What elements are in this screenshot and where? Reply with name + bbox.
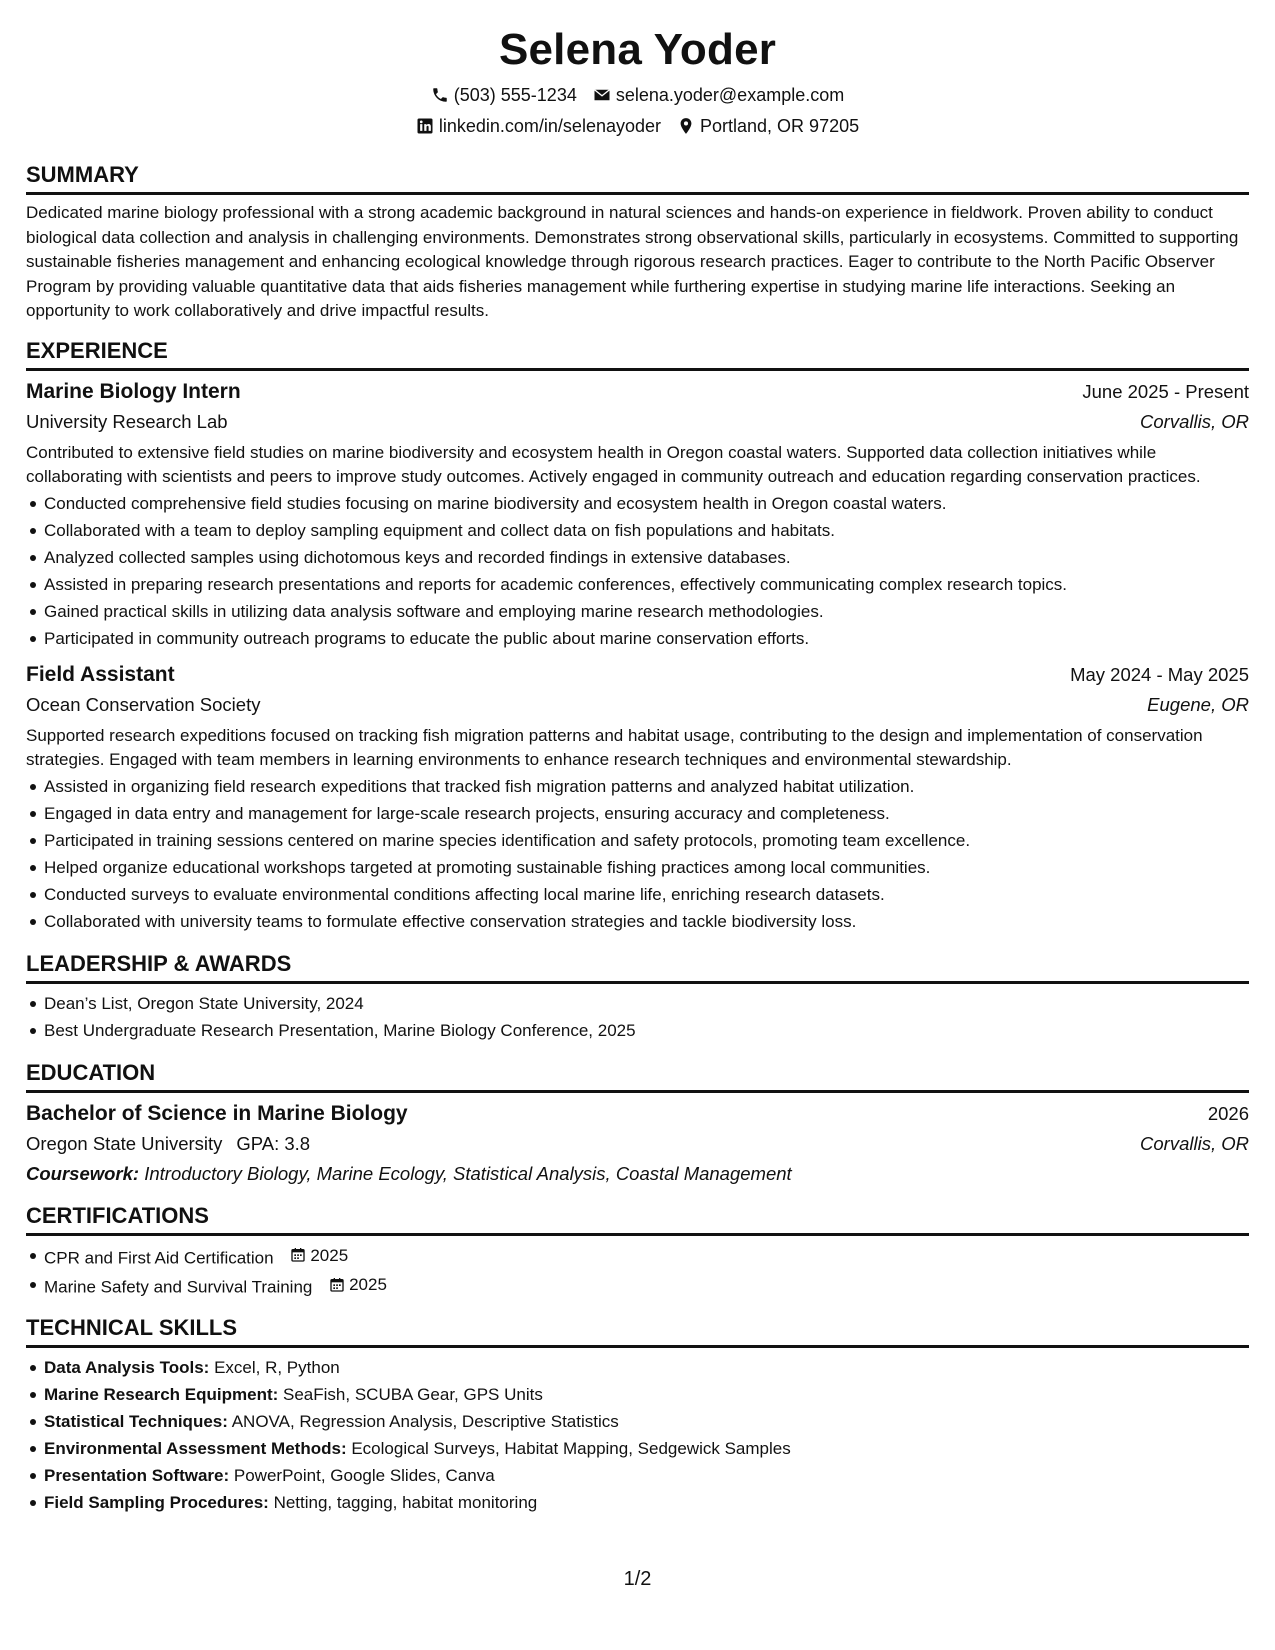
list-item: Conducted comprehensive field studies focusing on marine biodiversity and ecosystem health in Oregon coastal waters. — [44, 490, 1249, 517]
skill-value: Ecological Surveys, Habitat Mapping, Sedgewick Samples — [351, 1438, 791, 1458]
candidate-name: Selena Yoder — [498, 25, 777, 74]
skills-list — [26, 1354, 1249, 1516]
list-item: Analyzed collected samples using dichotomous keys and recorded findings in extensive databases. — [44, 544, 1249, 571]
list-item: Assisted in organizing field research expeditions that tracked fish migration patterns and analyzed habitat utilization. — [44, 773, 1249, 800]
skill-label: Data Analysis Tools: — [44, 1357, 210, 1377]
list-item: Collaborated with university teams to formulate effective conservation strategies and tackle biodiversity loss. — [44, 908, 1249, 935]
coursework-label: Coursework: — [26, 1162, 140, 1184]
skills-section — [26, 1315, 1249, 1516]
job-dates: June 2025 - Present — [1082, 380, 1249, 402]
list-item: Collaborated with a team to deploy sampling equipment and collect data on fish populations and habitats. — [44, 517, 1249, 544]
phone-icon — [431, 86, 449, 104]
certifications-list — [26, 1242, 1249, 1301]
job-dates: May 2024 - May 2025 — [1070, 663, 1249, 685]
job-bullets — [26, 773, 1249, 935]
certification-year: 2025 — [349, 1275, 387, 1294]
job-bullets — [26, 490, 1249, 652]
certification-date — [290, 1242, 348, 1269]
education-header — [26, 1099, 1249, 1129]
skill-value: PowerPoint, Google Slides, Canva — [233, 1465, 495, 1485]
job-summary: Contributed to extensive field studies on marine biodiversity and ecosystem health in Oregon coastal waters. Supported data collection initiatives while collaborating with scientists and peers to improve study outcomes. Actively engaged in community outreach and education regarding conservation practices. — [26, 442, 1201, 486]
list-item — [44, 1271, 1249, 1301]
section-title-summary: SUMMARY — [26, 162, 1249, 195]
education-subheader — [26, 1129, 1249, 1159]
gpa: GPA: 3.8 — [236, 1132, 311, 1154]
list-item — [44, 1242, 1249, 1272]
skill-value: Netting, tagging, habitat monitoring — [273, 1492, 538, 1512]
summary-text: Dedicated marine biology professional with a strong academic background in natural sciences and hands-on experience in fieldwork. Proven ability to conduct biological data collection and analysis in challenging environments. Demonstrates strong observational skills, particularly in ecosystems. Committed to supporting sustainable fisheries management and enhancing ecological knowledge through rigorous research practices. Eager to contribute to the North Pacific Observer Program by providing valuable quantitative data that aids fisheries management while furthering expertise in studying marine life interactions. Seeking an opportunity to work collaboratively and drive impactful results. — [26, 203, 1239, 320]
job-summary: Supported research expeditions focused on tracking fish migration patterns and habitat usage, contributing to the design and implementation of conservation strategies. Engaged with team members in learning environments to enhance research techniques and environmental stewardship. — [26, 725, 1203, 769]
calendar-icon — [290, 1247, 306, 1263]
section-title-education: EDUCATION — [26, 1060, 1249, 1093]
list-item: Participated in community outreach programs to educate the public about marine conservation efforts. — [44, 625, 1249, 652]
certifications-section — [26, 1203, 1249, 1301]
section-title-skills: TECHNICAL SKILLS — [26, 1315, 1249, 1348]
list-item: Assisted in preparing research presentations and reports for academic conferences, effectively communicating complex research topics. — [44, 571, 1249, 598]
list-item: Participated in training sessions centered on marine species identification and safety protocols, promoting team excellence. — [44, 827, 1249, 854]
section-title-experience: EXPERIENCE — [26, 338, 1249, 371]
contact-row-2 — [26, 115, 1249, 137]
experience-section — [26, 338, 1249, 935]
section-title-leadership: LEADERSHIP & AWARDS — [26, 951, 1249, 984]
section-title-certifications: CERTIFICATIONS — [26, 1203, 1249, 1236]
contact-row-1 — [26, 84, 1249, 106]
linkedin-url[interactable]: linkedin.com/in/selenayoder — [438, 116, 662, 136]
list-item — [44, 1408, 1249, 1435]
skill-value: SeaFish, SCUBA Gear, GPS Units — [283, 1384, 543, 1404]
entry-subheader — [26, 407, 1249, 437]
list-item — [44, 1462, 1249, 1489]
list-item — [44, 1435, 1249, 1462]
skill-value: Excel, R, Python — [214, 1357, 340, 1377]
list-item: Gained practical skills in utilizing data analysis software and employing marine research methodologies. — [44, 598, 1249, 625]
experience-entry — [26, 377, 1249, 652]
skill-value: ANOVA, Regression Analysis, Descriptive Statistics — [231, 1411, 619, 1431]
coursework-line — [26, 1159, 1249, 1189]
skill-label: Marine Research Equipment: — [44, 1384, 279, 1404]
location-contact — [677, 115, 859, 137]
calendar-icon — [329, 1277, 345, 1293]
phone-contact — [431, 84, 577, 106]
entry-subheader — [26, 690, 1249, 720]
school-name: Oregon State University — [26, 1132, 223, 1154]
skill-label: Statistical Techniques: — [44, 1411, 228, 1431]
list-item — [44, 1489, 1249, 1516]
email-contact[interactable] — [593, 84, 844, 106]
linkedin-icon — [416, 117, 434, 135]
leadership-section — [26, 951, 1249, 1044]
list-item: Helped organize educational workshops targeted at promoting sustainable fishing practices among local communities. — [44, 854, 1249, 881]
list-item: Conducted surveys to evaluate environmental conditions affecting local marine life, enriching research datasets. — [44, 881, 1249, 908]
job-location: Eugene, OR — [1147, 693, 1249, 715]
list-item: Engaged in data entry and management for large-scale research projects, ensuring accuracy and completeness. — [44, 800, 1249, 827]
coursework-text: Introductory Biology, Marine Ecology, Statistical Analysis, Coastal Management — [144, 1162, 792, 1184]
certification-name: Marine Safety and Survival Training — [44, 1277, 313, 1297]
experience-entry — [26, 660, 1249, 935]
job-title: Marine Biology Intern — [26, 379, 241, 403]
envelope-icon — [593, 86, 611, 104]
skill-label: Presentation Software: — [44, 1465, 230, 1485]
job-location: Corvallis, OR — [1140, 410, 1249, 432]
employer: University Research Lab — [26, 410, 228, 432]
certification-date — [329, 1271, 387, 1298]
degree: Bachelor of Science in Marine Biology — [26, 1101, 408, 1125]
entry-header — [26, 377, 1249, 407]
education-section — [26, 1060, 1249, 1189]
awards-list — [26, 990, 1249, 1044]
skill-label: Environmental Assessment Methods: — [44, 1438, 347, 1458]
skill-label: Field Sampling Procedures: — [44, 1492, 269, 1512]
certification-year: 2025 — [310, 1245, 349, 1265]
location-text: Portland, OR 97205 — [700, 116, 860, 136]
entry-header — [26, 660, 1249, 690]
list-item — [44, 1354, 1249, 1381]
school-location: Corvallis, OR — [1140, 1132, 1249, 1154]
list-item: Dean’s List, Oregon State University, 2024 — [44, 990, 1249, 1017]
certification-name: CPR and First Aid Certification — [44, 1248, 274, 1267]
email-address[interactable]: selena.yoder@example.com — [615, 85, 845, 105]
phone-number: (503) 555-1234 — [453, 85, 577, 105]
list-item: Best Undergraduate Research Presentation, Marine Biology Conference, 2025 — [44, 1017, 1249, 1044]
resume-header — [26, 0, 1249, 137]
list-item — [44, 1381, 1249, 1408]
page-number: 1/2 — [623, 1568, 652, 1590]
summary-section — [26, 162, 1249, 324]
job-title: Field Assistant — [26, 662, 175, 686]
graduation-year: 2026 — [1207, 1102, 1249, 1124]
employer: Ocean Conservation Society — [26, 693, 261, 715]
map-pin-icon — [677, 117, 695, 135]
school-line — [26, 1129, 310, 1159]
linkedin-contact[interactable] — [416, 115, 661, 137]
